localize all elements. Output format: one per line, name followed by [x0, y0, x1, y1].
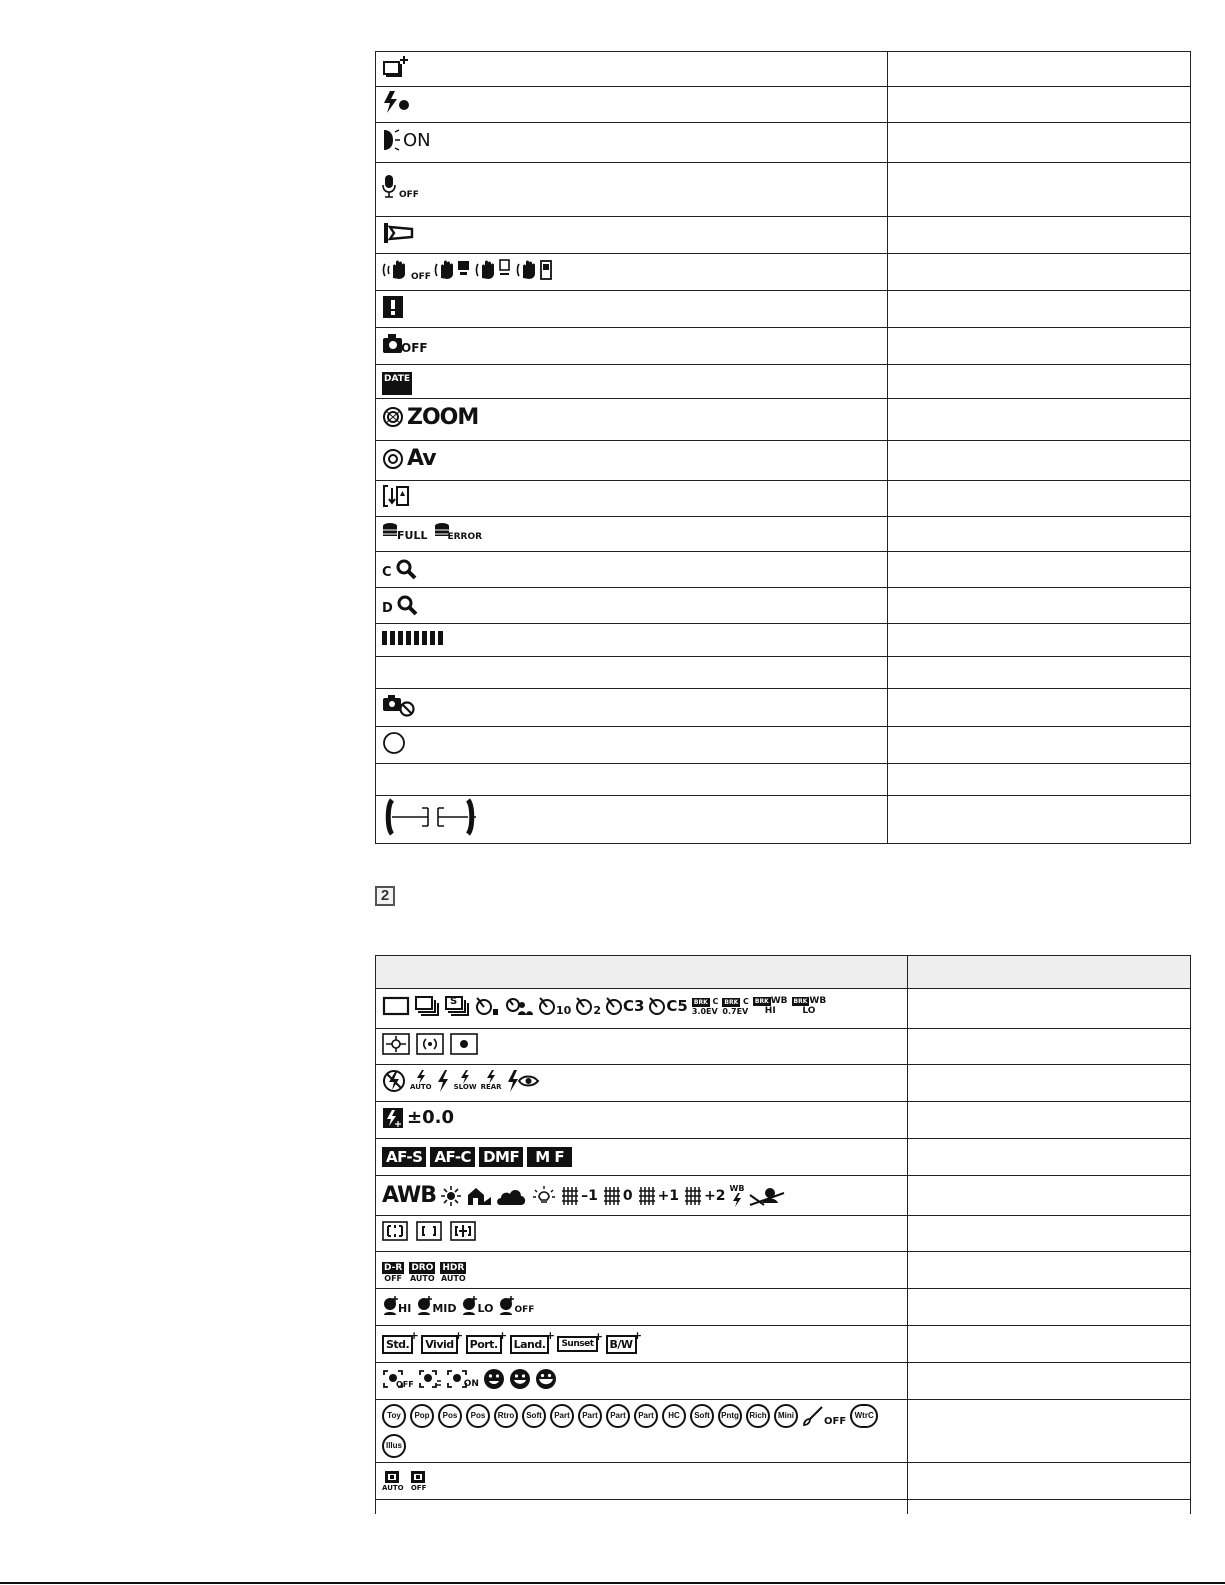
effect-high-contrast-mono-icon: HC: [662, 1404, 686, 1428]
fluorescent-plus1-label: +1: [657, 1187, 680, 1204]
table-row: [376, 123, 1191, 163]
autoflash-label: AUTO: [410, 1083, 432, 1091]
fluorescent-day-white-icon: [637, 1185, 679, 1207]
table-row: [376, 1463, 1191, 1500]
soft-skin-lo-icon: [461, 1295, 493, 1315]
fluorescent-cool-icon: [602, 1185, 633, 1207]
soft-skin-off-icon: [498, 1295, 534, 1315]
continuous-shooting-icon: [414, 995, 440, 1017]
overheating-warning-icon: [382, 295, 404, 319]
effect-posterization-color-icon: Pos: [438, 1404, 462, 1428]
table-row: [376, 624, 1191, 657]
table-row: [376, 1029, 1191, 1065]
digital-zoom-d-label: D: [382, 601, 393, 616]
progress-bar-icon: [382, 630, 446, 646]
multi-metering-icon: [382, 1033, 410, 1055]
database-full-error-icons: [382, 522, 482, 542]
table-row: [376, 399, 1191, 441]
flash-wb-icon: [730, 1185, 745, 1207]
wind-noise-reduction-icon: [382, 222, 414, 244]
table-row: [376, 1326, 1191, 1363]
bright-monitoring-icon: [382, 446, 436, 471]
self-timer-icon: [474, 995, 500, 1017]
speed-priority-continuous-icon: [444, 995, 470, 1017]
effect-off-label: OFF: [824, 1416, 847, 1427]
clear-zoom-c-label: C: [382, 565, 392, 580]
flash-compensation-value: ±0.0: [407, 1107, 454, 1128]
autoflash-icon: [410, 1070, 432, 1091]
table-row: [376, 52, 1191, 87]
table-row: [376, 163, 1191, 217]
flash-charging-icon: [382, 90, 412, 114]
hdr-auto-label: AUTO: [440, 1274, 466, 1283]
effect-toy-camera-icon: Toy: [382, 1404, 406, 1428]
self-timer-c3-icon: [605, 995, 644, 1017]
table-row: [376, 254, 1191, 291]
table-row: [376, 1176, 1191, 1216]
fluorescent-daylight-icon: [683, 1185, 725, 1207]
bracket-continuous-3ev-icon: BRK C 3.0EV: [691, 996, 719, 1016]
table-row: [376, 764, 1191, 796]
picture-effect-icons: [382, 1404, 882, 1458]
wb-bracket-hi-label: HI: [764, 1006, 776, 1016]
av-label: Av: [407, 446, 436, 472]
effect-illustration-icon: Illus: [382, 1434, 406, 1458]
self-timer-c5-icon: [648, 995, 687, 1017]
auto-framing-auto-label: AUTO: [382, 1484, 404, 1492]
focus-area-icons: [382, 1221, 476, 1241]
dro-dr-label: D-R: [384, 1263, 403, 1273]
effect-watercolor-icon: WtrC: [850, 1404, 878, 1428]
effect-soft-high-key-icon: Soft: [522, 1404, 546, 1428]
table-row: [376, 989, 1191, 1029]
bracket-continuous-07ev-icon: BRK C 0.7EV: [722, 996, 749, 1016]
direction-guide-icon: [382, 484, 410, 508]
focus-area-flexible-spot-icon: [450, 1221, 476, 1241]
af-illuminator-label: ON: [403, 129, 431, 151]
auto-framing-auto-icon: [382, 1470, 404, 1492]
center-metering-icon: [416, 1033, 444, 1055]
table-row: [376, 727, 1191, 764]
effect-partial-color-yellow-icon: Part: [634, 1404, 658, 1428]
speed-priority-s-label: S: [450, 996, 458, 1007]
face-detection-on-label: ON: [463, 1379, 479, 1389]
self-timer-10-label: 10: [556, 1004, 572, 1017]
slow-sync-icon: [454, 1070, 477, 1091]
fluorescent-plus2-label: +2: [704, 1187, 726, 1204]
style-portrait-icon: Port. +: [466, 1335, 502, 1354]
dro-auto-label: AUTO: [409, 1274, 435, 1283]
soft-skin-off-label: OFF: [514, 1304, 535, 1315]
af-c-badge: AF-C: [430, 1147, 475, 1167]
focus-mode-icons: [382, 1147, 572, 1167]
effect-hdr-painting-icon: Pntg: [718, 1404, 742, 1428]
self-timer-c3-label: C3: [622, 997, 645, 1015]
cloudy-icon: [496, 1185, 528, 1207]
bracket-07ev-label: 0.7EV: [722, 1006, 749, 1016]
table-row: [376, 328, 1191, 365]
style-landscape-icon: Land. +: [510, 1335, 550, 1354]
flash-off-icon: [382, 1069, 406, 1093]
effect-miniature-icon: Mini: [774, 1404, 798, 1428]
table-row: [376, 87, 1191, 123]
slow-sync-label: SLOW: [453, 1083, 477, 1091]
table-header-row: [376, 956, 1191, 989]
style-vivid-icon: Vivid +: [421, 1335, 457, 1354]
red-eye-reduction-icon: [506, 1069, 540, 1093]
effect-rich-tone-mono-icon: Rich: [746, 1404, 770, 1428]
table-row: [376, 1102, 1191, 1139]
effect-off-icon: [802, 1405, 846, 1427]
style-sunset-icon: Sunset +: [557, 1336, 597, 1352]
focus-area-wide-icon: [382, 1221, 408, 1241]
focus-area-center-icon: [416, 1221, 442, 1241]
effect-partial-color-green-icon: Part: [578, 1404, 602, 1428]
shade-icon: [466, 1185, 492, 1207]
spot-meter-circle-icon: [382, 731, 406, 755]
digital-zoom-icon: [382, 594, 418, 616]
auto-portrait-framing-icons: [382, 1470, 428, 1492]
dro-hdr-icons: [382, 1262, 466, 1283]
indicator-table-1: [375, 51, 1191, 844]
zoom-label: ZOOM: [407, 404, 479, 430]
soft-skin-hi-icon: [382, 1295, 411, 1315]
table-row: [376, 588, 1191, 624]
table-row: [376, 796, 1191, 844]
effect-partial-color-blue-icon: Part: [606, 1404, 630, 1428]
rear-sync-icon: [481, 1070, 502, 1091]
continuous-shooting-plus-icon: [382, 54, 410, 80]
self-timer-c5-label: C5: [666, 997, 688, 1015]
white-balance-icons: [382, 1183, 786, 1208]
database-file-full-icon: [382, 333, 428, 355]
drive-mode-icons: [382, 995, 826, 1017]
table-row: [376, 441, 1191, 481]
dro-off-label: OFF: [384, 1274, 403, 1283]
fluorescent-warm-icon: [560, 1185, 598, 1207]
dro-auto-icon: [409, 1262, 435, 1283]
dro-off-icon: [382, 1262, 404, 1283]
awb-label: AWB: [382, 1183, 437, 1208]
smile-shutter-low-icon: [483, 1368, 505, 1390]
table-row: [376, 481, 1191, 517]
effect-soft-focus-icon: Soft: [690, 1404, 714, 1428]
dro-label: DRO: [411, 1263, 434, 1273]
wb-bracket-hi-icon: BRK WB HI: [754, 996, 788, 1016]
effect-partial-color-red-icon: Part: [550, 1404, 574, 1428]
date-icon: [382, 372, 412, 395]
self-timer-portrait-icon: [504, 995, 534, 1017]
smile-shutter-high-icon: [535, 1368, 557, 1390]
incandescent-icon: [532, 1185, 556, 1207]
custom-wb-icon: [748, 1185, 786, 1207]
smart-zoom-icon: [382, 405, 478, 430]
table-header-cell-1: [376, 956, 908, 989]
spot-metering-icon: [450, 1033, 478, 1055]
soft-skin-mid-icon: [416, 1295, 456, 1315]
indicator-table-2: [375, 955, 1191, 1514]
steadyshot-off-label: OFF: [411, 271, 431, 282]
af-illuminator-on-icon: [382, 128, 431, 152]
fill-flash-icon: [436, 1069, 450, 1093]
wb-bracket-lo-icon: BRK WB LO: [793, 996, 827, 1016]
full-label: FULL: [397, 528, 428, 542]
self-timer-2-label: 2: [593, 1004, 601, 1017]
clear-image-zoom-icon: [382, 558, 417, 580]
rear-sync-label: REAR: [480, 1083, 502, 1091]
table-header-cell-2: [907, 956, 1190, 989]
face-detection-off-icon: [382, 1369, 414, 1389]
soft-skin-lo-label: LO: [477, 1301, 494, 1315]
fluorescent-minus1-label: –1: [581, 1187, 598, 1204]
dmf-badge: DMF: [479, 1147, 523, 1167]
soft-skin-hi-label: HI: [398, 1301, 412, 1315]
single-shooting-icon: [382, 995, 410, 1017]
soft-skin-effect-icons: [382, 1295, 534, 1315]
flash-compensation-icon: [382, 1107, 454, 1129]
smile-face-detection-icons: [382, 1368, 557, 1390]
date-label: DATE: [382, 372, 412, 395]
af-s-badge: AF-S: [382, 1147, 426, 1167]
hdr-auto-icon: [440, 1262, 466, 1283]
style-standard-icon: Std. +: [382, 1335, 413, 1354]
page-bottom-rule: [0, 1582, 1225, 1584]
auto-framing-off-label: OFF: [410, 1484, 427, 1492]
smile-shutter-mid-icon: [509, 1368, 531, 1390]
table-row: [376, 657, 1191, 689]
face-detection-on-icon: [446, 1369, 479, 1389]
face-detection-registered-icon: [418, 1369, 442, 1389]
section-marker-2: 2: [375, 886, 395, 906]
table-row: [376, 1139, 1191, 1176]
effect-pop-color-icon: Pop: [410, 1404, 434, 1428]
mf-badge: M F: [527, 1147, 572, 1167]
effect-posterization-bw-icon: Pos: [466, 1404, 490, 1428]
flash-mode-icons: [382, 1069, 540, 1093]
flash-wb-label: WB: [729, 1183, 745, 1193]
table-row: [376, 1065, 1191, 1102]
self-timer-10s-icon: [538, 995, 571, 1017]
audio-recording-off-icon: [382, 174, 419, 200]
steadyshot-icons: [382, 258, 554, 282]
style-bw-icon: B/W +: [606, 1335, 637, 1354]
creative-style-icons: [382, 1328, 642, 1354]
table-row: [376, 517, 1191, 552]
metering-mode-icons: [382, 1033, 478, 1055]
wb-bracket-lo-label: LO: [802, 1006, 816, 1016]
error-label: ERROR: [447, 531, 483, 542]
soft-skin-mid-label: MID: [432, 1301, 457, 1315]
af-range-frame-icon: [382, 798, 478, 836]
table-row: [376, 689, 1191, 727]
bracket-3ev-label: 3.0EV: [691, 1006, 718, 1016]
table-row: [376, 1252, 1191, 1289]
self-timer-2s-icon: [575, 995, 601, 1017]
table-row: [376, 552, 1191, 588]
database-off-label: OFF: [401, 340, 428, 355]
effect-retro-photo-icon: Rtro: [494, 1404, 518, 1428]
fluorescent-zero-label: 0: [622, 1187, 633, 1204]
hdr-label: HDR: [442, 1263, 465, 1273]
table-row: [376, 217, 1191, 254]
table-row: [376, 291, 1191, 328]
table-row: [376, 1500, 1191, 1514]
face-detection-off-label: OFF: [396, 1380, 414, 1389]
table-row: [376, 1289, 1191, 1326]
table-row: [376, 1216, 1191, 1252]
auto-framing-off-icon: [410, 1470, 428, 1492]
table-row: [376, 1400, 1191, 1463]
daylight-icon: [440, 1185, 462, 1207]
table-row: [376, 365, 1191, 399]
table-row: [376, 1363, 1191, 1400]
camera-disabled-icon: [382, 693, 416, 717]
audio-off-label: OFF: [399, 190, 419, 200]
